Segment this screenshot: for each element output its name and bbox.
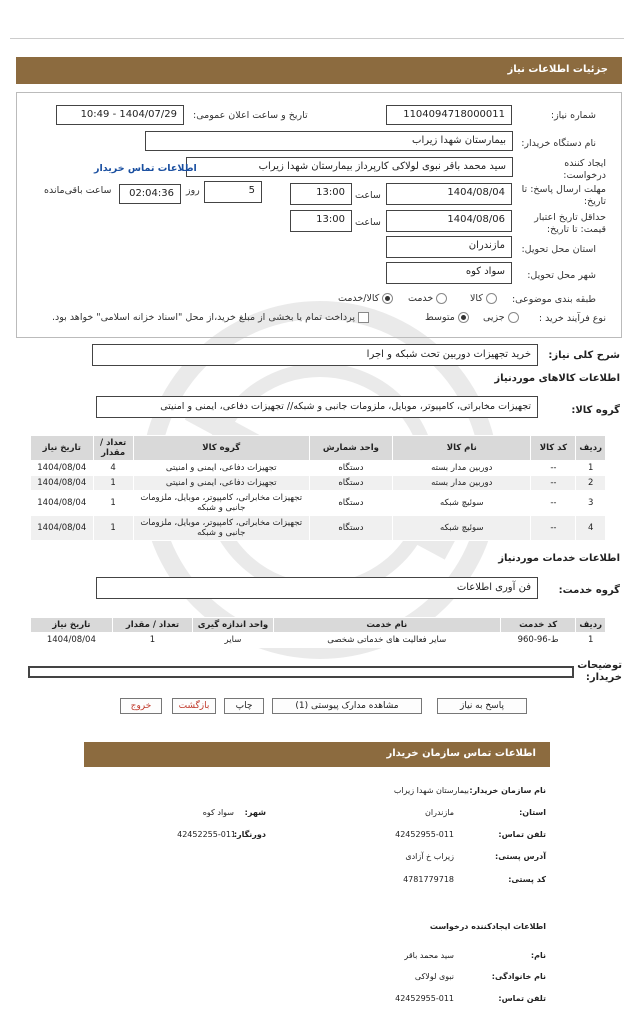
creator-family-value: نبوی لولاکی bbox=[414, 972, 454, 981]
validity-label: حداقل تاریخ اعتبار قیمت: تا تاریخ: bbox=[534, 212, 606, 235]
page-title: جزئیات اطلاعات نیاز bbox=[507, 64, 608, 75]
contact-postal-value: 4781779718 bbox=[403, 875, 454, 884]
table-row bbox=[31, 476, 606, 491]
services-cell: 1404/08/04 bbox=[31, 633, 113, 648]
contact-title: اطلاعات تماس سازمان خریدار bbox=[386, 748, 536, 759]
contact-address-label: آدرس پستی: bbox=[495, 852, 546, 861]
goods-cell: -- bbox=[531, 516, 576, 541]
city-label: شهر محل تحویل: bbox=[527, 270, 596, 281]
goods-cell: سوئیچ شبکه bbox=[393, 516, 531, 541]
goods-cell: 2 bbox=[576, 476, 606, 491]
need-number-label: شماره نیاز: bbox=[550, 110, 596, 121]
creator-phone-label: تلفن تماس: bbox=[498, 994, 546, 1003]
goods-cell: دستگاه bbox=[309, 516, 393, 541]
contact-fax-value: 42452255-011 bbox=[177, 830, 236, 839]
category-goods-option[interactable] bbox=[470, 293, 497, 304]
goods-table bbox=[30, 435, 606, 541]
table-row bbox=[31, 633, 606, 648]
category-service-option[interactable] bbox=[408, 293, 447, 304]
creator-phone-value: 42452955-011 bbox=[395, 994, 454, 1003]
top-divider bbox=[10, 38, 624, 39]
reply-date-field: 1404/08/04 bbox=[386, 183, 512, 205]
goods-cell: تجهیزات دفاعی، ایمنی و امنیتی bbox=[133, 461, 309, 476]
contact-city-label: شهر: bbox=[244, 808, 266, 817]
contact-province-value: مازندران bbox=[425, 808, 454, 817]
province-label: استان محل تحویل: bbox=[521, 244, 596, 255]
days-field: 5 bbox=[204, 181, 262, 203]
goods-cell: دوربین مدار بسته bbox=[393, 461, 531, 476]
goods-cell: تجهیزات مخابراتی، کامپیوتر، موبایل، ملزومات جانبی و شبکه bbox=[133, 516, 309, 541]
creator-family-label: نام خانوادگی: bbox=[491, 972, 546, 981]
reply-deadline-label: مهلت ارسال پاسخ: تا تاریخ: bbox=[521, 184, 606, 207]
summary-label: شرح کلی نیاز: bbox=[548, 350, 620, 361]
goods-col-code: کد کالا bbox=[531, 436, 576, 461]
reply-button[interactable]: پاسخ به نیاز bbox=[437, 698, 527, 714]
radio-icon[interactable] bbox=[436, 293, 447, 304]
services-col-name: نام خدمت bbox=[273, 618, 500, 633]
reply-time-label: ساعت bbox=[355, 190, 381, 201]
category-service-label: خدمت bbox=[408, 293, 434, 304]
services-cell: 1 bbox=[576, 633, 606, 648]
goods-col-name: نام کالا bbox=[393, 436, 531, 461]
days-label: روز bbox=[186, 185, 200, 196]
services-group-field: فن آوری اطلاعات bbox=[96, 577, 538, 599]
buyer-notes-label: توضیحات خریدار: bbox=[577, 660, 622, 683]
goods-group-label: گروه کالا: bbox=[571, 405, 620, 416]
goods-cell: 4 bbox=[576, 516, 606, 541]
contact-city-value: سواد کوه bbox=[202, 808, 234, 817]
goods-col-date: تاریخ نیاز bbox=[31, 436, 94, 461]
table-row bbox=[31, 516, 606, 541]
category-label: طبقه بندی موضوعی: bbox=[511, 294, 596, 305]
goods-cell: تجهیزات دفاعی، ایمنی و امنیتی bbox=[133, 476, 309, 491]
creator-name-label: نام: bbox=[530, 951, 546, 960]
process-medium-option[interactable] bbox=[425, 312, 469, 323]
contact-phone-label: تلفن تماس: bbox=[498, 830, 546, 839]
services-col-unit: واحد اندازه گیری bbox=[193, 618, 273, 633]
goods-cell: 4 bbox=[93, 461, 133, 476]
radio-selected-icon[interactable] bbox=[458, 312, 469, 323]
contact-header bbox=[84, 742, 550, 767]
announce-field: 1404/07/29 - 10:49 bbox=[56, 105, 184, 125]
contact-postal-label: کد پستی: bbox=[508, 875, 546, 884]
goods-cell: 1 bbox=[576, 461, 606, 476]
goods-cell: 1 bbox=[93, 516, 133, 541]
buyer-org-field: بیمارستان شهدا زیراب bbox=[145, 131, 513, 151]
goods-cell: -- bbox=[531, 476, 576, 491]
category-goods-label: کالا bbox=[470, 293, 483, 304]
process-partial-option[interactable] bbox=[483, 312, 519, 323]
print-button[interactable]: چاپ bbox=[224, 698, 264, 714]
goods-cell: تجهیزات مخابراتی، کامپیوتر، موبایل، ملزومات جانبی و شبکه bbox=[133, 491, 309, 516]
goods-cell: 1404/08/04 bbox=[31, 516, 94, 541]
services-cell: سایر فعالیت های خدماتی شخصی bbox=[273, 633, 500, 648]
services-header-row bbox=[31, 618, 606, 633]
checkbox-icon[interactable] bbox=[358, 312, 369, 323]
category-both-option[interactable] bbox=[338, 293, 393, 304]
validity-date-field: 1404/08/06 bbox=[386, 210, 512, 232]
goods-cell: 1 bbox=[93, 476, 133, 491]
goods-cell: 1404/08/04 bbox=[31, 461, 94, 476]
goods-cell: 3 bbox=[576, 491, 606, 516]
goods-section-title: اطلاعات کالاهای موردنیاز bbox=[494, 373, 620, 384]
reply-time-field: 13:00 bbox=[290, 183, 352, 205]
contact-province-label: استان: bbox=[519, 808, 546, 817]
goods-col-group: گروه کالا bbox=[133, 436, 309, 461]
process-medium-label: متوسط bbox=[425, 312, 455, 323]
buyer-org-label: نام دستگاه خریدار: bbox=[521, 138, 596, 149]
summary-field: خرید تجهیزات دوربین تحت شبکه و اجرا bbox=[92, 344, 538, 366]
creator-name-value: سید محمد باقر bbox=[404, 951, 454, 960]
services-col-row: ردیف bbox=[576, 618, 606, 633]
goods-col-unit: واحد شمارش bbox=[309, 436, 393, 461]
creator-info-title: اطلاعات ایجادکننده درخواست bbox=[429, 922, 546, 931]
city-field: سواد کوه bbox=[386, 262, 512, 284]
goods-cell: دستگاه bbox=[309, 491, 393, 516]
goods-col-qty: تعداد / مقدار bbox=[93, 436, 133, 461]
services-section-title: اطلاعات خدمات موردنیاز bbox=[498, 553, 620, 564]
services-group-label: گروه خدمت: bbox=[558, 585, 620, 596]
buyer-notes-field bbox=[28, 666, 574, 678]
services-col-qty: تعداد / مقدار bbox=[112, 618, 192, 633]
back-button[interactable]: بازگشت bbox=[172, 698, 216, 714]
contact-org-label: نام سازمان خریدار: bbox=[469, 786, 546, 795]
services-table bbox=[30, 617, 606, 648]
exit-button[interactable]: خروج bbox=[120, 698, 162, 714]
remaining-time-field: 02:04:36 bbox=[119, 184, 181, 204]
goods-cell: 1 bbox=[93, 491, 133, 516]
creator-label: ایجاد کننده درخواست: bbox=[563, 158, 606, 181]
radio-icon[interactable] bbox=[508, 312, 519, 323]
need-number-field: 1104094718000011 bbox=[386, 105, 512, 125]
goods-header-row bbox=[31, 436, 606, 461]
services-cell: ط-96-960 bbox=[500, 633, 576, 648]
goods-cell: سوئیچ شبکه bbox=[393, 491, 531, 516]
process-label: نوع فرآیند خرید : bbox=[538, 313, 606, 324]
goods-cell: دستگاه bbox=[309, 461, 393, 476]
goods-group-field: تجهیزات مخابراتی، کامپیوتر، موبایل، ملزومات جانبی و شبکه// تجهیزات دفاعی، ایمنی و امنیتی bbox=[96, 396, 538, 418]
remaining-label: ساعت باقی‌مانده bbox=[44, 185, 112, 196]
category-both-label: کالا/خدمت bbox=[338, 293, 380, 304]
payment-note-option[interactable] bbox=[52, 312, 369, 323]
process-partial-label: جزیی bbox=[483, 312, 505, 323]
services-cell: 1 bbox=[112, 633, 192, 648]
announce-label: تاریخ و ساعت اعلان عمومی: bbox=[193, 110, 308, 121]
creator-field: سید محمد باقر نبوی لولاکی کارپرداز بیمارستان شهدا زیراب bbox=[186, 157, 513, 177]
table-row bbox=[31, 491, 606, 516]
contact-address-value: زیراب خ آزادی bbox=[405, 852, 454, 861]
goods-cell: -- bbox=[531, 491, 576, 516]
contact-fax-label: دورنگار: bbox=[233, 830, 266, 839]
contact-phone-value: 42452955-011 bbox=[395, 830, 454, 839]
validity-time-label: ساعت bbox=[355, 217, 381, 228]
goods-cell: دوربین مدار بسته bbox=[393, 476, 531, 491]
goods-cell: دستگاه bbox=[309, 476, 393, 491]
province-field: مازندران bbox=[386, 236, 512, 258]
table-row bbox=[31, 461, 606, 476]
services-col-code: کد خدمت bbox=[500, 618, 576, 633]
page-header bbox=[16, 57, 622, 84]
buyer-contact-link[interactable]: اطلاعات تماس خریدار bbox=[94, 163, 197, 174]
goods-cell: 1404/08/04 bbox=[31, 491, 94, 516]
radio-selected-icon[interactable] bbox=[382, 293, 393, 304]
services-col-date: تاریخ نیاز bbox=[31, 618, 113, 633]
radio-icon[interactable] bbox=[486, 293, 497, 304]
services-cell: سایر bbox=[193, 633, 273, 648]
contact-org-value: بیمارستان شهدا زیراب bbox=[393, 786, 469, 795]
payment-note-label: پرداخت تمام یا بخشی از مبلغ خرید،از محل "اسناد خزانه اسلامی" خواهد بود. bbox=[52, 312, 355, 323]
goods-cell: -- bbox=[531, 461, 576, 476]
goods-col-row: ردیف bbox=[576, 436, 606, 461]
attachments-button[interactable]: مشاهده مدارک پیوستی (1) bbox=[272, 698, 422, 714]
validity-time-field: 13:00 bbox=[290, 210, 352, 232]
goods-cell: 1404/08/04 bbox=[31, 476, 94, 491]
